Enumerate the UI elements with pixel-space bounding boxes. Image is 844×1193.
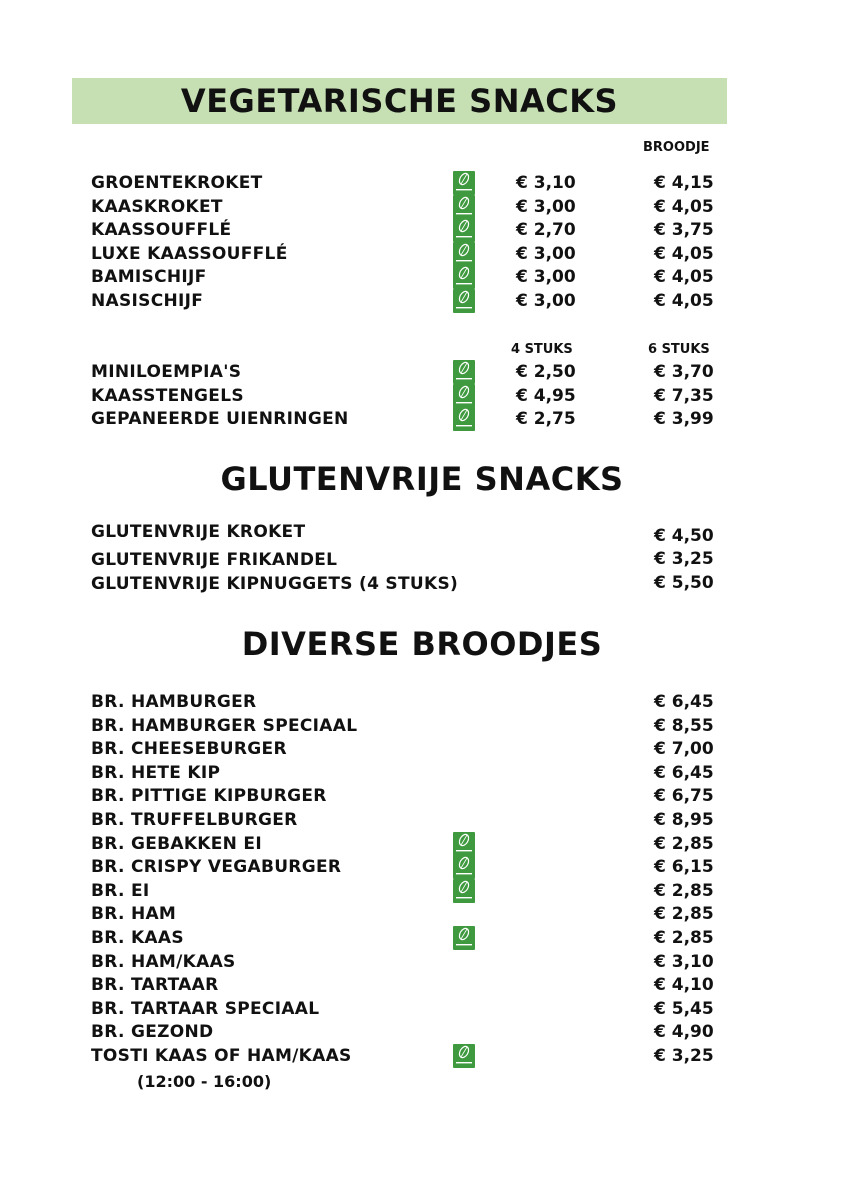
vegetarisch-leaf-icon bbox=[453, 855, 475, 879]
menu-item-row bbox=[0, 737, 844, 761]
item-name: BR. TRUFFELBURGER bbox=[91, 810, 298, 830]
item-price-broodje: € 3,75 bbox=[654, 220, 714, 241]
menu-item-row bbox=[0, 572, 844, 596]
menu-item-row bbox=[0, 832, 844, 856]
item-price-broodje: € 4,05 bbox=[654, 267, 714, 288]
item-name: BR. GEBAKKEN EI bbox=[91, 833, 262, 854]
item-price-broodje: € 4,15 bbox=[654, 173, 714, 193]
col-broodje-header: BROODJE bbox=[643, 140, 710, 155]
item-price: € 3,10 bbox=[654, 951, 714, 972]
vegetarisch-leaf-icon bbox=[453, 879, 475, 903]
tosti-time-note: (12:00 - 16:00) bbox=[137, 1072, 272, 1091]
item-price: € 5,45 bbox=[654, 998, 714, 1019]
vegetarisch-leaf-icon bbox=[453, 832, 475, 856]
item-price-4-stuks: € 2,75 bbox=[516, 409, 576, 429]
menu-item-row bbox=[0, 997, 844, 1021]
item-price: € 6,45 bbox=[654, 692, 714, 712]
item-name: BR. PITTIGE KIPBURGER bbox=[91, 786, 327, 807]
menu-item-row bbox=[0, 926, 844, 950]
menu-item-row bbox=[0, 950, 844, 974]
item-name: BR. TARTAAR SPECIAAL bbox=[91, 998, 320, 1019]
menu-item-row bbox=[0, 973, 844, 997]
menu-item-row bbox=[0, 879, 844, 903]
item-price-4-stuks: € 2,50 bbox=[516, 362, 576, 382]
item-price-6-stuks: € 7,35 bbox=[654, 385, 714, 406]
broodjes-title: DIVERSE BROODJES bbox=[241, 625, 603, 663]
menu-item-row bbox=[0, 520, 844, 544]
menu-item-row bbox=[0, 218, 844, 242]
vegetarisch-leaf-icon bbox=[453, 1044, 475, 1068]
vegetarisch-leaf-icon bbox=[453, 265, 475, 289]
item-price: € 4,50 bbox=[654, 526, 714, 546]
menu-item-row bbox=[0, 784, 844, 808]
menu-item-row bbox=[0, 690, 844, 714]
item-name: BR. GEZOND bbox=[91, 1022, 214, 1043]
menu-item-row bbox=[0, 265, 844, 289]
menu-item-row bbox=[0, 195, 844, 219]
item-price: € 8,95 bbox=[654, 810, 714, 830]
item-price-4-stuks: € 4,95 bbox=[516, 385, 576, 406]
item-name: GROENTEKROKET bbox=[91, 173, 263, 193]
vegetarisch-leaf-icon bbox=[453, 360, 475, 384]
vegetarisch-leaf-icon bbox=[453, 289, 475, 313]
item-price: € 7,00 bbox=[654, 739, 714, 760]
vegetarisch-leaf-icon bbox=[453, 242, 475, 266]
item-name: GLUTENVRIJE KROKET bbox=[91, 522, 306, 542]
item-price-broodje: € 4,05 bbox=[654, 291, 714, 311]
item-name: BAMISCHIJF bbox=[91, 267, 207, 288]
menu-item-row bbox=[0, 855, 844, 879]
vegetarisch-leaf-icon bbox=[453, 195, 475, 219]
item-name: BR. KAAS bbox=[91, 928, 184, 948]
item-price: € 3,00 bbox=[516, 243, 576, 264]
item-name: LUXE KAASSOUFFLÉ bbox=[91, 243, 288, 264]
item-price: € 6,45 bbox=[654, 762, 714, 783]
item-name: BR. HAMBURGER bbox=[91, 692, 257, 712]
menu-item-row bbox=[0, 384, 844, 408]
menu-item-row bbox=[0, 808, 844, 832]
item-name: BR. CRISPY VEGABURGER bbox=[91, 857, 342, 878]
item-name: KAASKROKET bbox=[91, 196, 223, 217]
item-name: MINILOEMPIA'S bbox=[91, 362, 242, 382]
menu-item-row bbox=[0, 548, 844, 572]
col-6-stuks-header: 6 STUKS bbox=[648, 342, 710, 357]
vegetarisch-title: VEGETARISCHE SNACKS bbox=[180, 82, 619, 120]
menu-item-row bbox=[0, 714, 844, 738]
item-price: € 6,75 bbox=[654, 786, 714, 807]
item-name: NASISCHIJF bbox=[91, 291, 204, 311]
item-price: € 3,00 bbox=[516, 291, 576, 311]
item-name: KAASSTENGELS bbox=[91, 385, 244, 406]
menu-item-row bbox=[0, 289, 844, 313]
glutenvrij-title: GLUTENVRIJE SNACKS bbox=[220, 460, 624, 498]
item-name: KAASSOUFFLÉ bbox=[91, 220, 232, 241]
item-price-6-stuks: € 3,70 bbox=[654, 362, 714, 382]
menu-item-row bbox=[0, 360, 844, 384]
item-name: GLUTENVRIJE KIPNUGGETS (4 STUKS) bbox=[91, 574, 459, 594]
item-name: BR. HAMBURGER SPECIAAL bbox=[91, 715, 358, 736]
item-price-6-stuks: € 3,99 bbox=[654, 409, 714, 429]
item-price: € 2,85 bbox=[654, 928, 714, 948]
item-price: € 3,10 bbox=[516, 173, 576, 193]
menu-item-row bbox=[0, 902, 844, 926]
item-price: € 3,00 bbox=[516, 267, 576, 288]
item-name: BR. TARTAAR bbox=[91, 975, 219, 996]
item-name: BR. HAM bbox=[91, 904, 177, 925]
item-price: € 4,90 bbox=[654, 1022, 714, 1043]
item-name: BR. HETE KIP bbox=[91, 762, 221, 783]
menu-item-row bbox=[0, 761, 844, 785]
menu-item-row bbox=[0, 407, 844, 431]
vegetarisch-leaf-icon bbox=[453, 407, 475, 431]
item-price: € 3,25 bbox=[654, 1046, 714, 1066]
item-price: € 6,15 bbox=[654, 857, 714, 878]
vegetarisch-leaf-icon bbox=[453, 218, 475, 242]
item-price: € 5,50 bbox=[654, 573, 714, 593]
item-name: BR. HAM/KAAS bbox=[91, 951, 236, 972]
menu-item-row bbox=[0, 1044, 844, 1068]
menu-item-row bbox=[0, 1020, 844, 1044]
vegetarisch-leaf-icon bbox=[453, 384, 475, 408]
item-price: € 2,85 bbox=[654, 833, 714, 854]
vegetarisch-leaf-icon bbox=[453, 926, 475, 950]
item-name: BR. CHEESEBURGER bbox=[91, 739, 287, 760]
item-price: € 4,10 bbox=[654, 975, 714, 996]
menu-item-row bbox=[0, 242, 844, 266]
vegetarisch-leaf-icon bbox=[453, 171, 475, 195]
item-price: € 3,25 bbox=[654, 549, 714, 569]
menu-item-row bbox=[0, 171, 844, 195]
item-name: BR. EI bbox=[91, 880, 150, 901]
item-price-broodje: € 4,05 bbox=[654, 243, 714, 264]
item-name: TOSTI KAAS OF HAM/KAAS bbox=[91, 1046, 352, 1066]
item-name: GEPANEERDE UIENRINGEN bbox=[91, 409, 349, 429]
item-price: € 3,00 bbox=[516, 196, 576, 217]
item-price: € 8,55 bbox=[654, 715, 714, 736]
item-price: € 2,85 bbox=[654, 880, 714, 901]
item-name: GLUTENVRIJE FRIKANDEL bbox=[91, 550, 338, 570]
item-price: € 2,85 bbox=[654, 904, 714, 925]
col-4-stuks-header: 4 STUKS bbox=[511, 342, 573, 357]
item-price: € 2,70 bbox=[516, 220, 576, 241]
item-price-broodje: € 4,05 bbox=[654, 196, 714, 217]
